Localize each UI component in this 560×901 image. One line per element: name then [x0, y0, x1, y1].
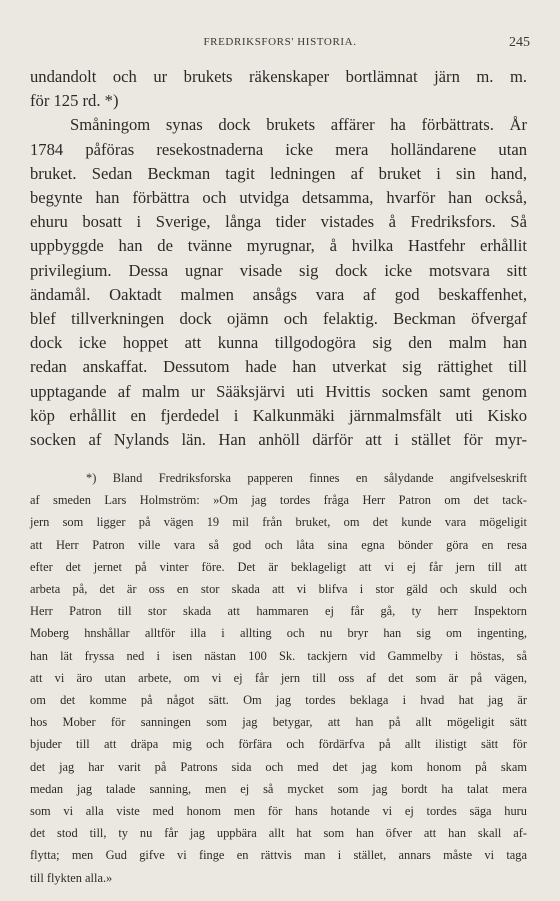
footnote-line: hos Mober för sanningen som jag betygar, att han på allt mögeligit sätt	[30, 715, 527, 730]
page-number: 245	[509, 35, 530, 50]
footnote-line: jern som ligger på vägen 19 mil från bruket, om det kunde vara mögeligit	[30, 515, 527, 530]
text-line: Småningom synas dock brukets affärer ha förbättrats. År	[70, 115, 527, 135]
running-title: FREDRIKSFORS' HISTORIA.	[203, 36, 357, 48]
footnote-line: som vi alla viste med honom men för hans hotande vi ej tordes säga huru	[30, 804, 527, 819]
text-line: ehuru bosatt i Sverige, långa tider vistades å Fredriksfors. Så	[30, 212, 527, 232]
text-line: privilegium. Dessa ugnar visade sig dock icke motsvara sitt	[30, 260, 527, 280]
footnote	[30, 467, 527, 889]
text-line: undandolt och ur brukets räkenskaper bortlämnat järn m. m.	[30, 67, 527, 86]
text-line: 1784 påföras resekostnaderna icke mera holländarene utan	[30, 139, 527, 159]
footnote-line: *) Bland Fredriksforska papperen finnes en sålydande angifvelseskrift	[86, 471, 527, 485]
footnote-line: bjuder till att dräpa mig och förfära och fördärfva på allt ilistigt sätt för	[30, 737, 527, 752]
footnote-line: till flykten alla.»	[30, 870, 113, 885]
footnote-line: medan jag talade sanning, men ej så mycket som jag bordt ha talat mera	[30, 781, 527, 796]
text-line: upptagande af malm ur Sääksjärvi uti Hvittis socken samt genom	[30, 381, 527, 401]
footnote-line: det stod till, ty nu får jag uppbära allt hat som han öfver att han skall af-	[30, 826, 527, 841]
text-line: begynte han förbättra och utvidga detsamma, hvarför han också,	[30, 188, 527, 208]
text-line: blef tillverkningen dock ojämn och felaktig. Beckman öfvergaf	[30, 309, 527, 329]
footnote-line: att vi äro utan arbete, om vi ej får jern till oss af det som är på vägen,	[30, 670, 527, 685]
footnote-line: af smeden Lars Holmström: »Om jag tordes fråga Herr Patron om det tack-	[30, 493, 527, 508]
page-header	[30, 36, 530, 56]
footnote-line: det jag har varit på Patrons sida och med det jag kom honom på skam	[30, 759, 527, 774]
text-line: uppbyggde han de tvänne myrugnar, å hvilka Hastfehr erhållit	[30, 236, 527, 256]
text-line: redan anskaffat. Dessutom hade han utverkat sig rättighet till	[30, 357, 527, 377]
text-line: ändamål. Oaktadt malmen ansågs vara af god beskaffenhet,	[30, 284, 527, 304]
footnote-line: arbeta på, det är oss en stor skada att vi blifva i stor gäld och skuld och	[30, 582, 527, 597]
text-line: socken af Nylands län. Han anhöll därför att i stället för myr-	[30, 430, 527, 450]
text-line: bruket. Sedan Beckman tagit ledningen af bruket i sin hand,	[30, 163, 527, 183]
text-line: dock icke hoppet att kunna tillgodogöra sig den malm han	[30, 333, 527, 353]
footnote-line: om det komme på något sätt. Om jag tordes beklaga i hvad hat jag är	[30, 693, 527, 708]
footnote-line: han lät fryssa ned i isen nästan 100 Sk. tackjern vid Gammelby i höstas, så	[30, 648, 527, 663]
footnote-line: Herr Patron till stor skada att hammaren ej får gå, ty herr Inspektorn	[30, 604, 527, 619]
main-text	[30, 65, 527, 452]
footnote-line: efter det jernet på vinter före. Det är beklageligt att vi ej får jern till att	[30, 559, 527, 574]
text-line: för 125 rd. *)	[30, 91, 119, 111]
footnote-line: att Herr Patron ville vara så god och låta sina egna bönder göra en resa	[30, 537, 527, 552]
footnote-line: flytta; men Gud gifve vi finge en rättvis man i stället, annars måste vi taga	[30, 848, 527, 863]
footnote-line: Moberg hnshållar alltför illa i allting och nu bryr han sig om ingenting,	[30, 626, 527, 641]
text-line: köp erhållit en fjerdedel i Kalkunmäki järnmalmsfält uti Kisko	[30, 405, 527, 425]
